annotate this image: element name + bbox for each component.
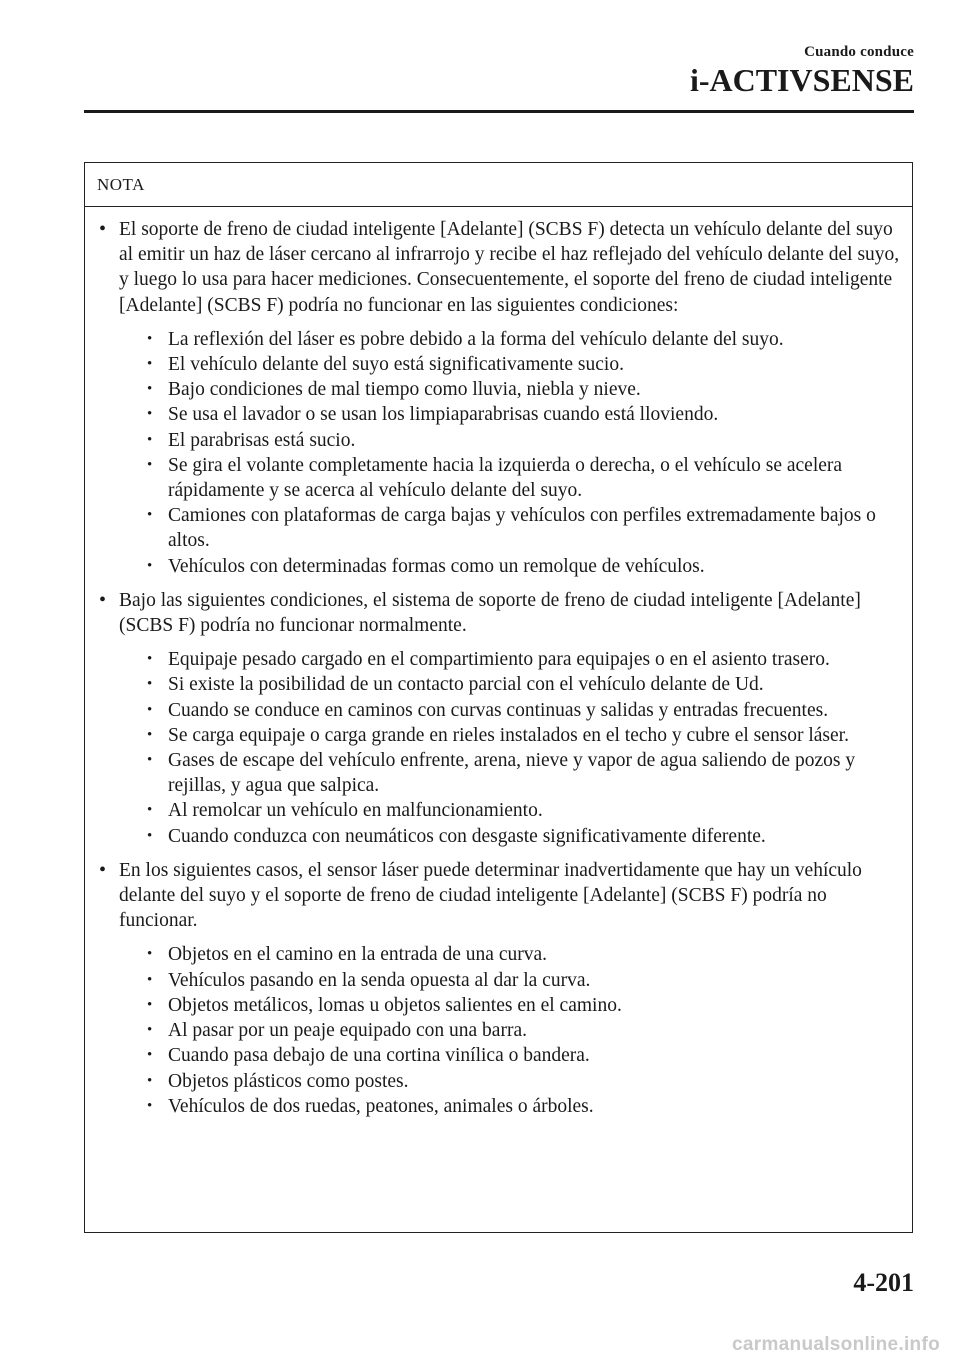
sub-bullet-icon: • xyxy=(147,802,153,819)
sub-item-text: Cuando conduzca con neumáticos con desgaste significativamente diferente. xyxy=(168,825,766,847)
bullet-dot-icon: • xyxy=(99,218,107,240)
sub-item-text: La reflexión del láser es pobre debido a la forma del vehículo delante del suyo. xyxy=(168,328,784,350)
page-header xyxy=(690,44,914,97)
sub-item-text: Al remolcar un vehículo en malfuncionamiento. xyxy=(168,800,543,822)
sub-bullet-icon: • xyxy=(147,1022,153,1039)
sub-item-text: Objetos en el camino en la entrada de una curva. xyxy=(168,944,548,966)
sub-bullet-icon: • xyxy=(147,946,153,963)
sub-list xyxy=(119,327,902,579)
sub-item-text: El parabrisas está sucio. xyxy=(168,429,356,451)
sub-bullet-icon: • xyxy=(147,1097,153,1114)
sub-bullet-icon: • xyxy=(147,971,153,988)
sub-bullet-icon: • xyxy=(147,507,153,524)
sub-list-item xyxy=(144,798,902,823)
sub-bullet-icon: • xyxy=(147,676,153,693)
sub-list xyxy=(119,942,902,1118)
sub-list-item xyxy=(144,647,902,672)
header-rule xyxy=(84,110,914,113)
sub-bullet-icon: • xyxy=(147,752,153,769)
sub-item-text: Cuando pasa debajo de una cortina vinílica o bandera. xyxy=(168,1045,590,1067)
sub-bullet-icon: • xyxy=(147,557,153,574)
sub-item-text: Bajo condiciones de mal tiempo como lluvia, niebla y nieve. xyxy=(168,379,641,401)
sub-list-item xyxy=(144,993,902,1018)
sub-item-text: Se gira el volante completamente hacia la izquierda o derecha, o el vehículo se acelera rápidamente y se acerca al vehículo delante del suyo. xyxy=(168,454,843,502)
sub-list-item xyxy=(144,1069,902,1094)
note-bullet xyxy=(97,217,902,579)
sub-list-item xyxy=(144,942,902,967)
sub-list-item xyxy=(144,327,902,352)
sub-list-item xyxy=(144,968,902,993)
sub-item-text: Se usa el lavador o se usan los limpiaparabrisas cuando está lloviendo. xyxy=(168,404,719,426)
bullet-text: En los siguientes casos, el sensor láser puede determinar inadvertidamente que hay un vehículo delante del suyo y el soporte de freno de ciudad inteligente [Adelante] (SCBS F) podría no funcionar. xyxy=(119,859,862,932)
sub-item-text: El vehículo delante del suyo está significativamente sucio. xyxy=(168,354,624,376)
sub-item-text: Gases de escape del vehículo enfrente, arena, nieve y vapor de agua saliendo de pozos y rejillas, y agua que salpica. xyxy=(168,750,856,797)
sub-bullet-icon: • xyxy=(147,827,153,844)
sub-bullet-icon: • xyxy=(147,431,153,448)
note-body xyxy=(85,207,912,1119)
chapter-title: i-ACTIVSENSE xyxy=(689,62,914,98)
sub-item-text: Equipaje pesado cargado en el compartimiento para equipajes o en el asiento trasero. xyxy=(168,649,830,671)
sub-list-item xyxy=(144,824,902,849)
note-box xyxy=(84,162,913,1233)
sub-list-item xyxy=(144,554,902,579)
sub-bullet-icon: • xyxy=(147,330,153,347)
sub-item-text: Vehículos de dos ruedas, peatones, animales o árboles. xyxy=(168,1095,594,1117)
sub-bullet-icon: • xyxy=(147,1072,153,1089)
sub-bullet-icon: • xyxy=(147,726,153,743)
sub-list-item xyxy=(144,503,902,553)
sub-list-item xyxy=(144,698,902,723)
sub-item-text: Objetos plásticos como postes. xyxy=(168,1070,409,1092)
sub-bullet-icon: • xyxy=(147,381,153,398)
bullet-dot-icon: • xyxy=(99,588,107,611)
sub-bullet-icon: • xyxy=(147,356,153,373)
sub-list-item xyxy=(144,1094,902,1119)
sub-bullet-icon: • xyxy=(147,651,153,668)
sub-item-text: Vehículos con determinadas formas como un remolque de vehículos. xyxy=(168,555,705,577)
sub-list-item xyxy=(144,402,902,427)
sub-item-text: Cuando se conduce en caminos con curvas continuas y salidas y entradas frecuentes. xyxy=(168,699,829,721)
sub-list-item xyxy=(144,723,902,748)
note-heading: NOTA xyxy=(85,163,912,207)
sub-list xyxy=(119,647,902,849)
sub-bullet-icon: • xyxy=(147,1047,153,1064)
sub-item-text: Objetos metálicos, lomas u objetos salientes en el camino. xyxy=(168,994,622,1016)
section-title: Cuando conduce xyxy=(804,44,914,60)
sub-list-item xyxy=(144,1043,902,1068)
sub-item-text: Vehículos pasando en la senda opuesta al dar la curva. xyxy=(168,969,591,991)
sub-item-text: Camiones con plataformas de carga bajas y vehículos con perfiles extremadamente bajos o altos. xyxy=(168,505,876,552)
sub-list-item xyxy=(144,453,902,503)
sub-list-item xyxy=(144,428,902,453)
note-bullet xyxy=(97,858,902,1119)
bullet-dot-icon: • xyxy=(99,858,107,881)
sub-list-item xyxy=(144,1018,902,1043)
sub-bullet-icon: • xyxy=(147,456,153,473)
sub-bullet-icon: • xyxy=(147,701,153,718)
note-bullet xyxy=(97,588,902,849)
sub-item-text: Al pasar por un peaje equipado con una barra. xyxy=(168,1020,527,1042)
watermark: carmanualsonline.info xyxy=(732,1334,940,1355)
bullet-text: El soporte de freno de ciudad inteligente [Adelante] (SCBS F) detecta un vehículo delante del suyo al emitir un haz de láser cercano al infrarrojo y recibe el haz reflejado del vehículo delante del suyo, y luego lo usa para hacer mediciones. Consecuentemente, el soporte del freno de ciudad inteligente [Adelante] (SCBS F) podría no funcionar en las siguientes condiciones: xyxy=(119,219,900,316)
sub-list-item xyxy=(144,672,902,697)
sub-list-item xyxy=(144,377,902,402)
sub-item-text: Se carga equipaje o carga grande en rieles instalados en el techo y cubre el sensor láser. xyxy=(168,724,849,746)
sub-bullet-icon: • xyxy=(147,996,153,1013)
sub-list-item xyxy=(144,748,902,798)
sub-item-text: Si existe la posibilidad de un contacto parcial con el vehículo delante de Ud. xyxy=(168,674,764,696)
sub-list-item xyxy=(144,352,902,377)
bullet-text: Bajo las siguientes condiciones, el sistema de soporte de freno de ciudad inteligente [Adelante] (SCBS F) podría no funcionar normalmente. xyxy=(119,589,861,637)
page-number: 4-201 xyxy=(853,1268,914,1297)
sub-bullet-icon: • xyxy=(147,406,153,423)
